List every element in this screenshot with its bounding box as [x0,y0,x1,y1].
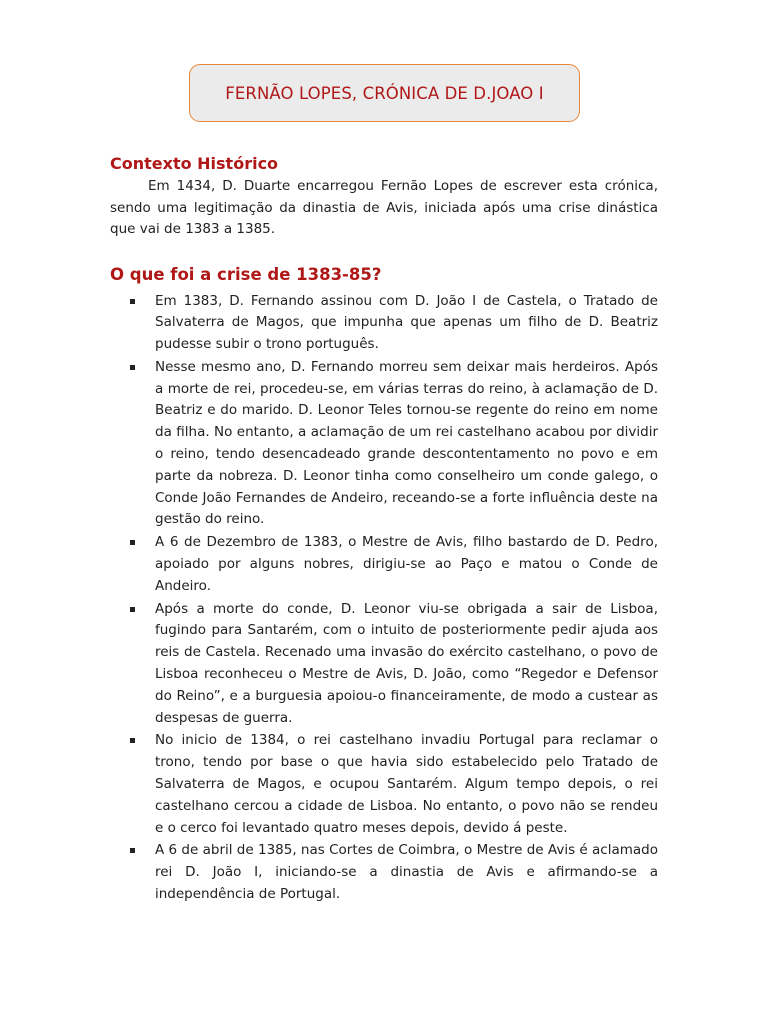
list-item-text: A 6 de abril de 1385, nas Cortes de Coimbra, o Mestre de Avis é aclamado rei D. João I, iniciando-se a dinastia de Avis e afirmando-se a independência de Portugal. [155,842,658,903]
section-heading-crise: O que foi a crise de 1383-85? [110,264,382,284]
document-body [110,152,658,907]
bullet-icon [130,365,135,370]
list-item-text: No inicio de 1384, o rei castelhano invadiu Portugal para reclamar o trono, tendo por base o que havia sido estabelecido pelo Tratado de Salvaterra de Magos, e ocupou Santarém. Algum tempo depois, o rei castelhano cercou a cidade de Lisboa. No entanto, o povo não se rendeu e o cerco foi levantado quatro meses depois, devido á peste. [155,732,658,836]
title-box [189,64,580,122]
list-item-text: Em 1383, D. Fernando assinou com D. João I de Castela, o Tratado de Salvaterra de Magos, que impunha que apenas um filho de D. Beatriz pudesse subir o trono português. [155,292,658,353]
bullet-icon [130,299,135,304]
list-item [110,291,658,356]
list-item [110,532,658,597]
bullet-icon [130,848,135,853]
list-item [110,357,658,531]
list-item [110,599,658,730]
list-item-text: A 6 de Dezembro de 1383, o Mestre de Avis, filho bastardo de D. Pedro, apoiado por alguns nobres, dirigiu-se ao Paço e matou o Conde de Andeiro. [155,534,658,594]
bullet-icon [130,607,135,612]
section-heading-contexto: Contexto Histórico [110,154,279,173]
list-item-text: Após a morte do conde, D. Leonor viu-se obrigada a sair de Lisboa, fugindo para Santarém, com o intuito de posteriormente pedir ajuda aos reis de Castela. Recenado uma invasão do exército castelhano, o povo de Lisboa reconheceu o Mestre de Avis, D. João, como “Regedor e Defensor do Reino”, e a burguesia apoiou-o financeiramente, de modo a custear as despesas de guerra. [155,600,658,726]
bullet-icon [130,540,135,545]
document-title: FERNÃO LOPES, CRÓNICA DE D.JOAO I [225,83,544,103]
crise-bullet-list [110,291,658,906]
list-item-text: Nesse mesmo ano, D. Fernando morreu sem deixar mais herdeiros. Após a morte de rei, procedeu-se, em várias terras do reino, à aclamação de D. Beatriz e do marido. D. Leonor Teles tornou-se regente do reino em nome da filha. No entanto, a aclamação de um rei castelhano acabou por dividir o reino, tendo desencadeado grande descontentamento no povo e em parte da nobreza. D. Leonor tinha como conselheiro um conde galego, o Conde João Fernandes de Andeiro, receando-se a forte influência deste na gestão do reino. [155,358,658,528]
list-item [110,730,658,839]
bullet-icon [130,738,135,743]
list-item [110,840,658,905]
intro-paragraph: Em 1434, D. Duarte encarregou Fernão Lopes de escrever esta crónica, sendo uma legitimação da dinastia de Avis, iniciada após uma crise dinástica que vai de 1383 a 1385. [110,178,658,237]
